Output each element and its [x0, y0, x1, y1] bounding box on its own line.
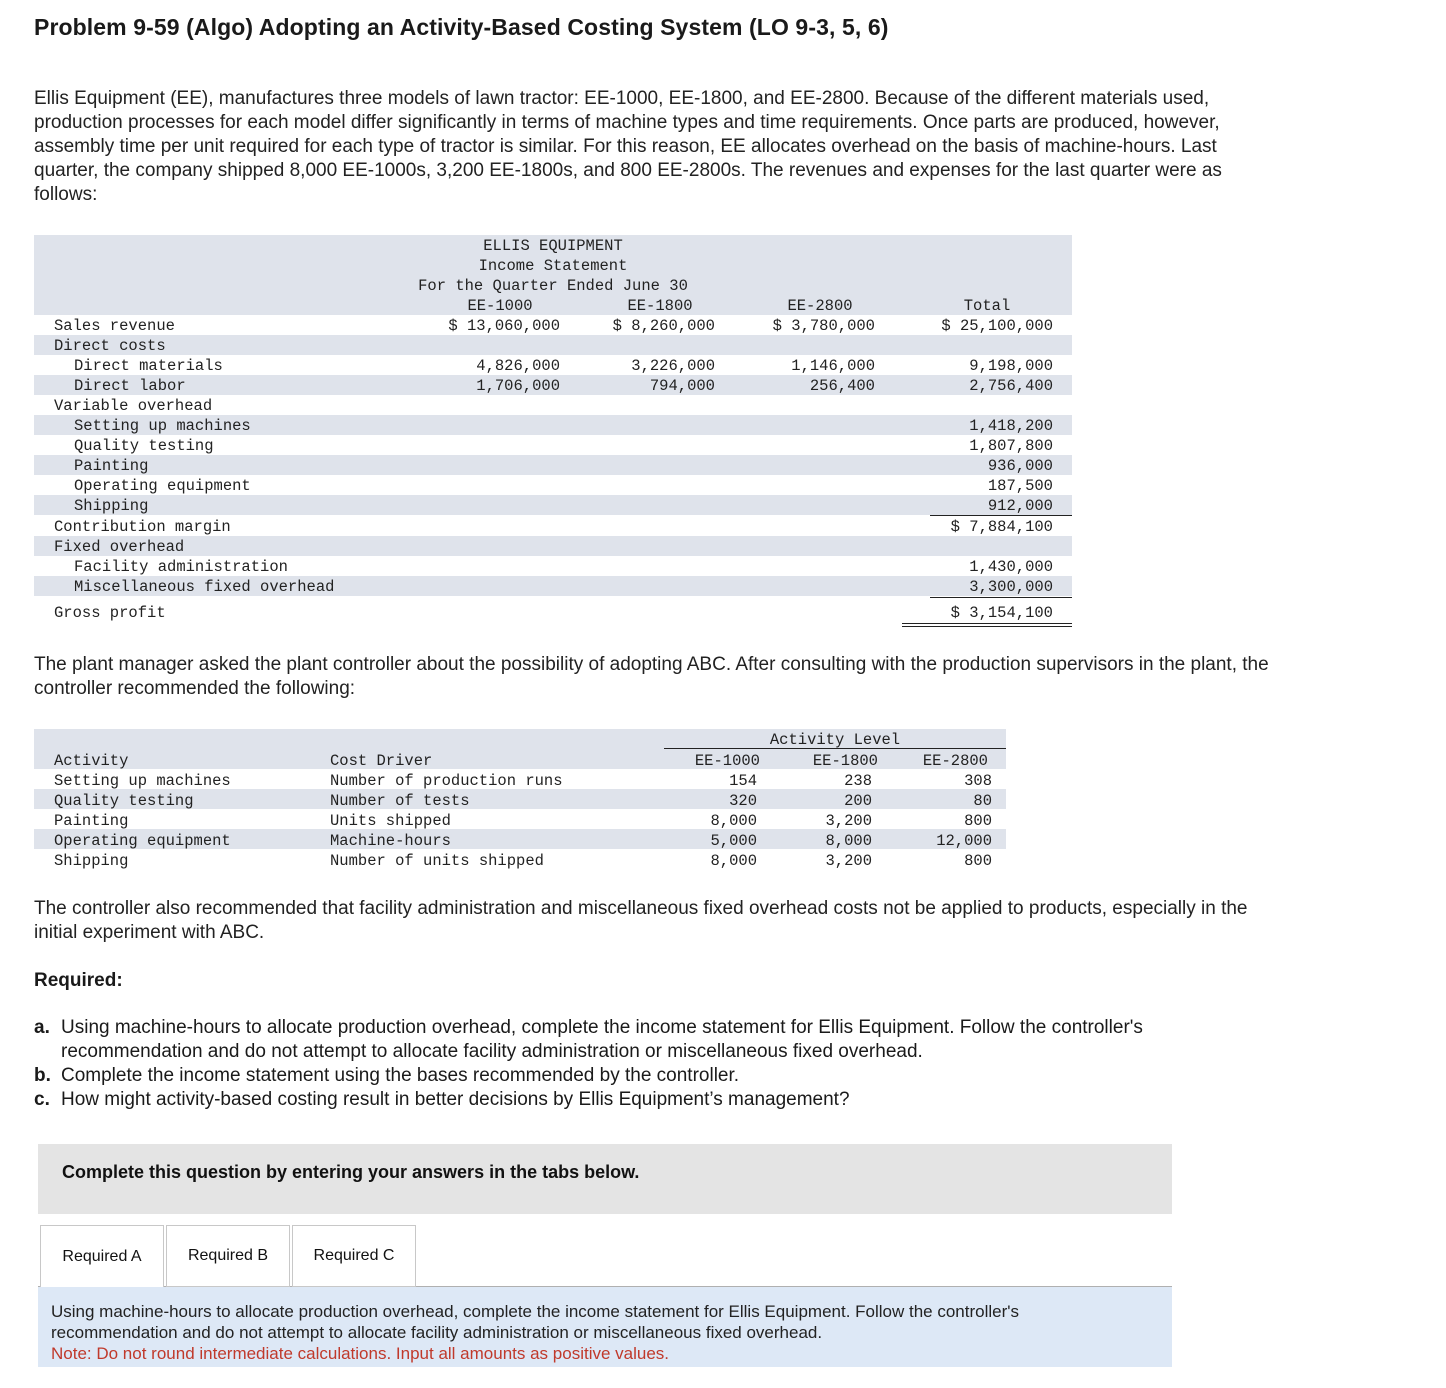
column-header: Activity: [54, 752, 129, 770]
cell-value: 1,146,000: [791, 357, 875, 375]
tab-panel: [38, 1287, 1172, 1367]
activity-value: 5,000: [710, 832, 757, 850]
activity-value: 800: [964, 852, 992, 870]
column-header: EE-1800: [812, 752, 878, 770]
requirement-letter: b.: [34, 1065, 51, 1086]
cell-value: 1,706,000: [476, 377, 560, 395]
cell-value: 2,756,400: [969, 377, 1053, 395]
row-label: Direct materials: [74, 357, 223, 375]
tab-required-c[interactable]: Required C: [292, 1225, 416, 1287]
cell-value: 794,000: [649, 377, 715, 395]
column-header: EE-1000: [467, 297, 533, 315]
cost-driver: Number of tests: [330, 792, 470, 810]
activity-level-header: Activity Level: [769, 731, 901, 749]
tab-instructions-text: Using machine-hours to allocate production overhead, complete the income statement for Ellis Equipment. Follow the controller's recommendation and do not attempt to allocate facility administration or miscellaneous fixed overhead.: [51, 1302, 1020, 1342]
row-label: Shipping: [74, 497, 149, 515]
row-label: Direct costs: [54, 337, 166, 355]
cell-value: $ 3,780,000: [772, 317, 875, 335]
cell-value: $ 25,100,000: [941, 317, 1053, 335]
activity-value: 8,000: [825, 832, 872, 850]
column-header: EE-2800: [787, 297, 853, 315]
activity-value: 800: [964, 812, 992, 830]
row-label: Direct labor: [74, 377, 186, 395]
requirement-letter: c.: [34, 1089, 50, 1110]
row-label: Painting: [74, 457, 149, 475]
activity-value: 8,000: [710, 812, 757, 830]
instructions-banner: [38, 1144, 1172, 1214]
activity-value: 154: [729, 772, 757, 790]
row-label: Sales revenue: [54, 317, 175, 335]
complete-prompt: Complete this question by entering your answers in the tabs below.: [62, 1162, 640, 1182]
page-title: Problem 9-59 (Algo) Adopting an Activity-Based Costing System (LO 9-3, 5, 6): [34, 14, 889, 40]
activity-value: 3,200: [825, 812, 872, 830]
row-label: Quality testing: [74, 437, 214, 455]
cell-value: 3,300,000: [969, 578, 1053, 596]
requirement-letter: a.: [34, 1017, 50, 1038]
row-label: Operating equipment: [74, 477, 251, 495]
activity-name: Setting up machines: [54, 772, 231, 790]
cell-value: 4,826,000: [476, 357, 560, 375]
cell-value: 1,418,200: [969, 417, 1053, 435]
column-header: Total: [963, 297, 1011, 315]
cost-driver: Number of production runs: [330, 772, 563, 790]
requirement-item: [34, 1088, 1284, 1112]
cell-value: 1,430,000: [969, 558, 1053, 576]
activity-value: 8,000: [710, 852, 757, 870]
cell-value: 3,226,000: [631, 357, 715, 375]
row-label: Contribution margin: [54, 518, 231, 536]
row-label: Fixed overhead: [54, 538, 185, 556]
cost-driver: Machine-hours: [330, 832, 451, 850]
activity-value: 320: [729, 792, 757, 810]
intro-paragraph: Ellis Equipment (EE), manufactures three models of lawn tractor: EE-1000, EE-1800, and EE-2800. Because of the different materials used, production processes for each model differ significantly in terms of machine types and time requirements. Once parts are produced, however, assembly time per unit required for each type of tractor is similar. For this reason, EE allocates overhead on the basis of machine-hours. Last quarter, the company shipped 8,000 EE-1000s, 3,200 EE-1800s, and 800 EE-2800s. The revenues and expenses for the last quarter were as follows:: [34, 88, 1222, 205]
row-label: Miscellaneous fixed overhead: [74, 578, 335, 596]
cell-value: 256,400: [809, 377, 875, 395]
tab-required-b[interactable]: Required B: [166, 1225, 290, 1287]
tab-required-a[interactable]: Required A: [40, 1225, 164, 1288]
cell-value: 936,000: [987, 457, 1053, 475]
column-header: Cost Driver: [330, 752, 433, 770]
activity-value: 200: [844, 792, 872, 810]
requirements-list: [34, 1016, 1284, 1112]
row-label: Variable overhead: [54, 397, 213, 415]
column-header: EE-2800: [922, 752, 988, 770]
activity-value: 308: [964, 772, 992, 790]
column-header: EE-1000: [694, 752, 760, 770]
activity-name: Shipping: [54, 852, 129, 870]
tab-instructions: [51, 1301, 1111, 1364]
statement-company: ELLIS EQUIPMENT: [483, 237, 623, 255]
cost-driver: Number of units shipped: [330, 852, 544, 870]
statement-period: For the Quarter Ended June 30: [418, 277, 688, 295]
requirement-text: Using machine-hours to allocate production overhead, complete the income statement for Ellis Equipment. Follow the controller's recommendation and do not attempt to allocate facility administration or miscellaneous fixed overhead.: [61, 1017, 1143, 1062]
activity-name: Operating equipment: [54, 832, 231, 850]
requirement-text: How might activity-based costing result in better decisions by Ellis Equipment’s management?: [61, 1089, 850, 1110]
activity-value: 3,200: [825, 852, 872, 870]
tab-note: Note: Do not round intermediate calculations. Input all amounts as positive values.: [51, 1344, 670, 1363]
activity-value: 12,000: [936, 832, 992, 850]
requirement-item: [34, 1016, 1284, 1064]
row-label: Gross profit: [54, 604, 166, 622]
cost-driver: Units shipped: [330, 812, 451, 830]
cell-value: $ 8,260,000: [612, 317, 715, 335]
required-heading: Required:: [34, 970, 123, 991]
activity-name: Painting: [54, 812, 129, 830]
cell-value: 1,807,800: [969, 437, 1053, 455]
row-label: Setting up machines: [74, 417, 251, 435]
controller-fixed-overhead-note: The controller also recommended that facility administration and miscellaneous fixed overhead costs not be applied to products, especially in the initial experiment with ABC.: [34, 898, 1248, 943]
cell-value: $ 3,154,100: [950, 604, 1053, 622]
cell-value: $ 13,060,000: [448, 317, 560, 335]
statement-name: Income Statement: [478, 257, 628, 275]
cell-value: 912,000: [987, 497, 1053, 515]
cell-value: 9,198,000: [969, 357, 1053, 375]
requirement-text: Complete the income statement using the bases recommended by the controller.: [61, 1065, 740, 1086]
cell-value: 187,500: [987, 477, 1053, 495]
cell-value: $ 7,884,100: [950, 518, 1053, 536]
row-label: Facility administration: [74, 558, 288, 576]
column-header: EE-1800: [627, 297, 693, 315]
controller-recommendation-intro: The plant manager asked the plant controller about the possibility of adopting ABC. After consulting with the production supervisors in the plant, the controller recommended the following:: [34, 654, 1269, 699]
activity-value: 80: [973, 792, 992, 810]
requirement-item: [34, 1064, 1284, 1088]
activity-value: 238: [844, 772, 872, 790]
activity-name: Quality testing: [54, 792, 194, 810]
